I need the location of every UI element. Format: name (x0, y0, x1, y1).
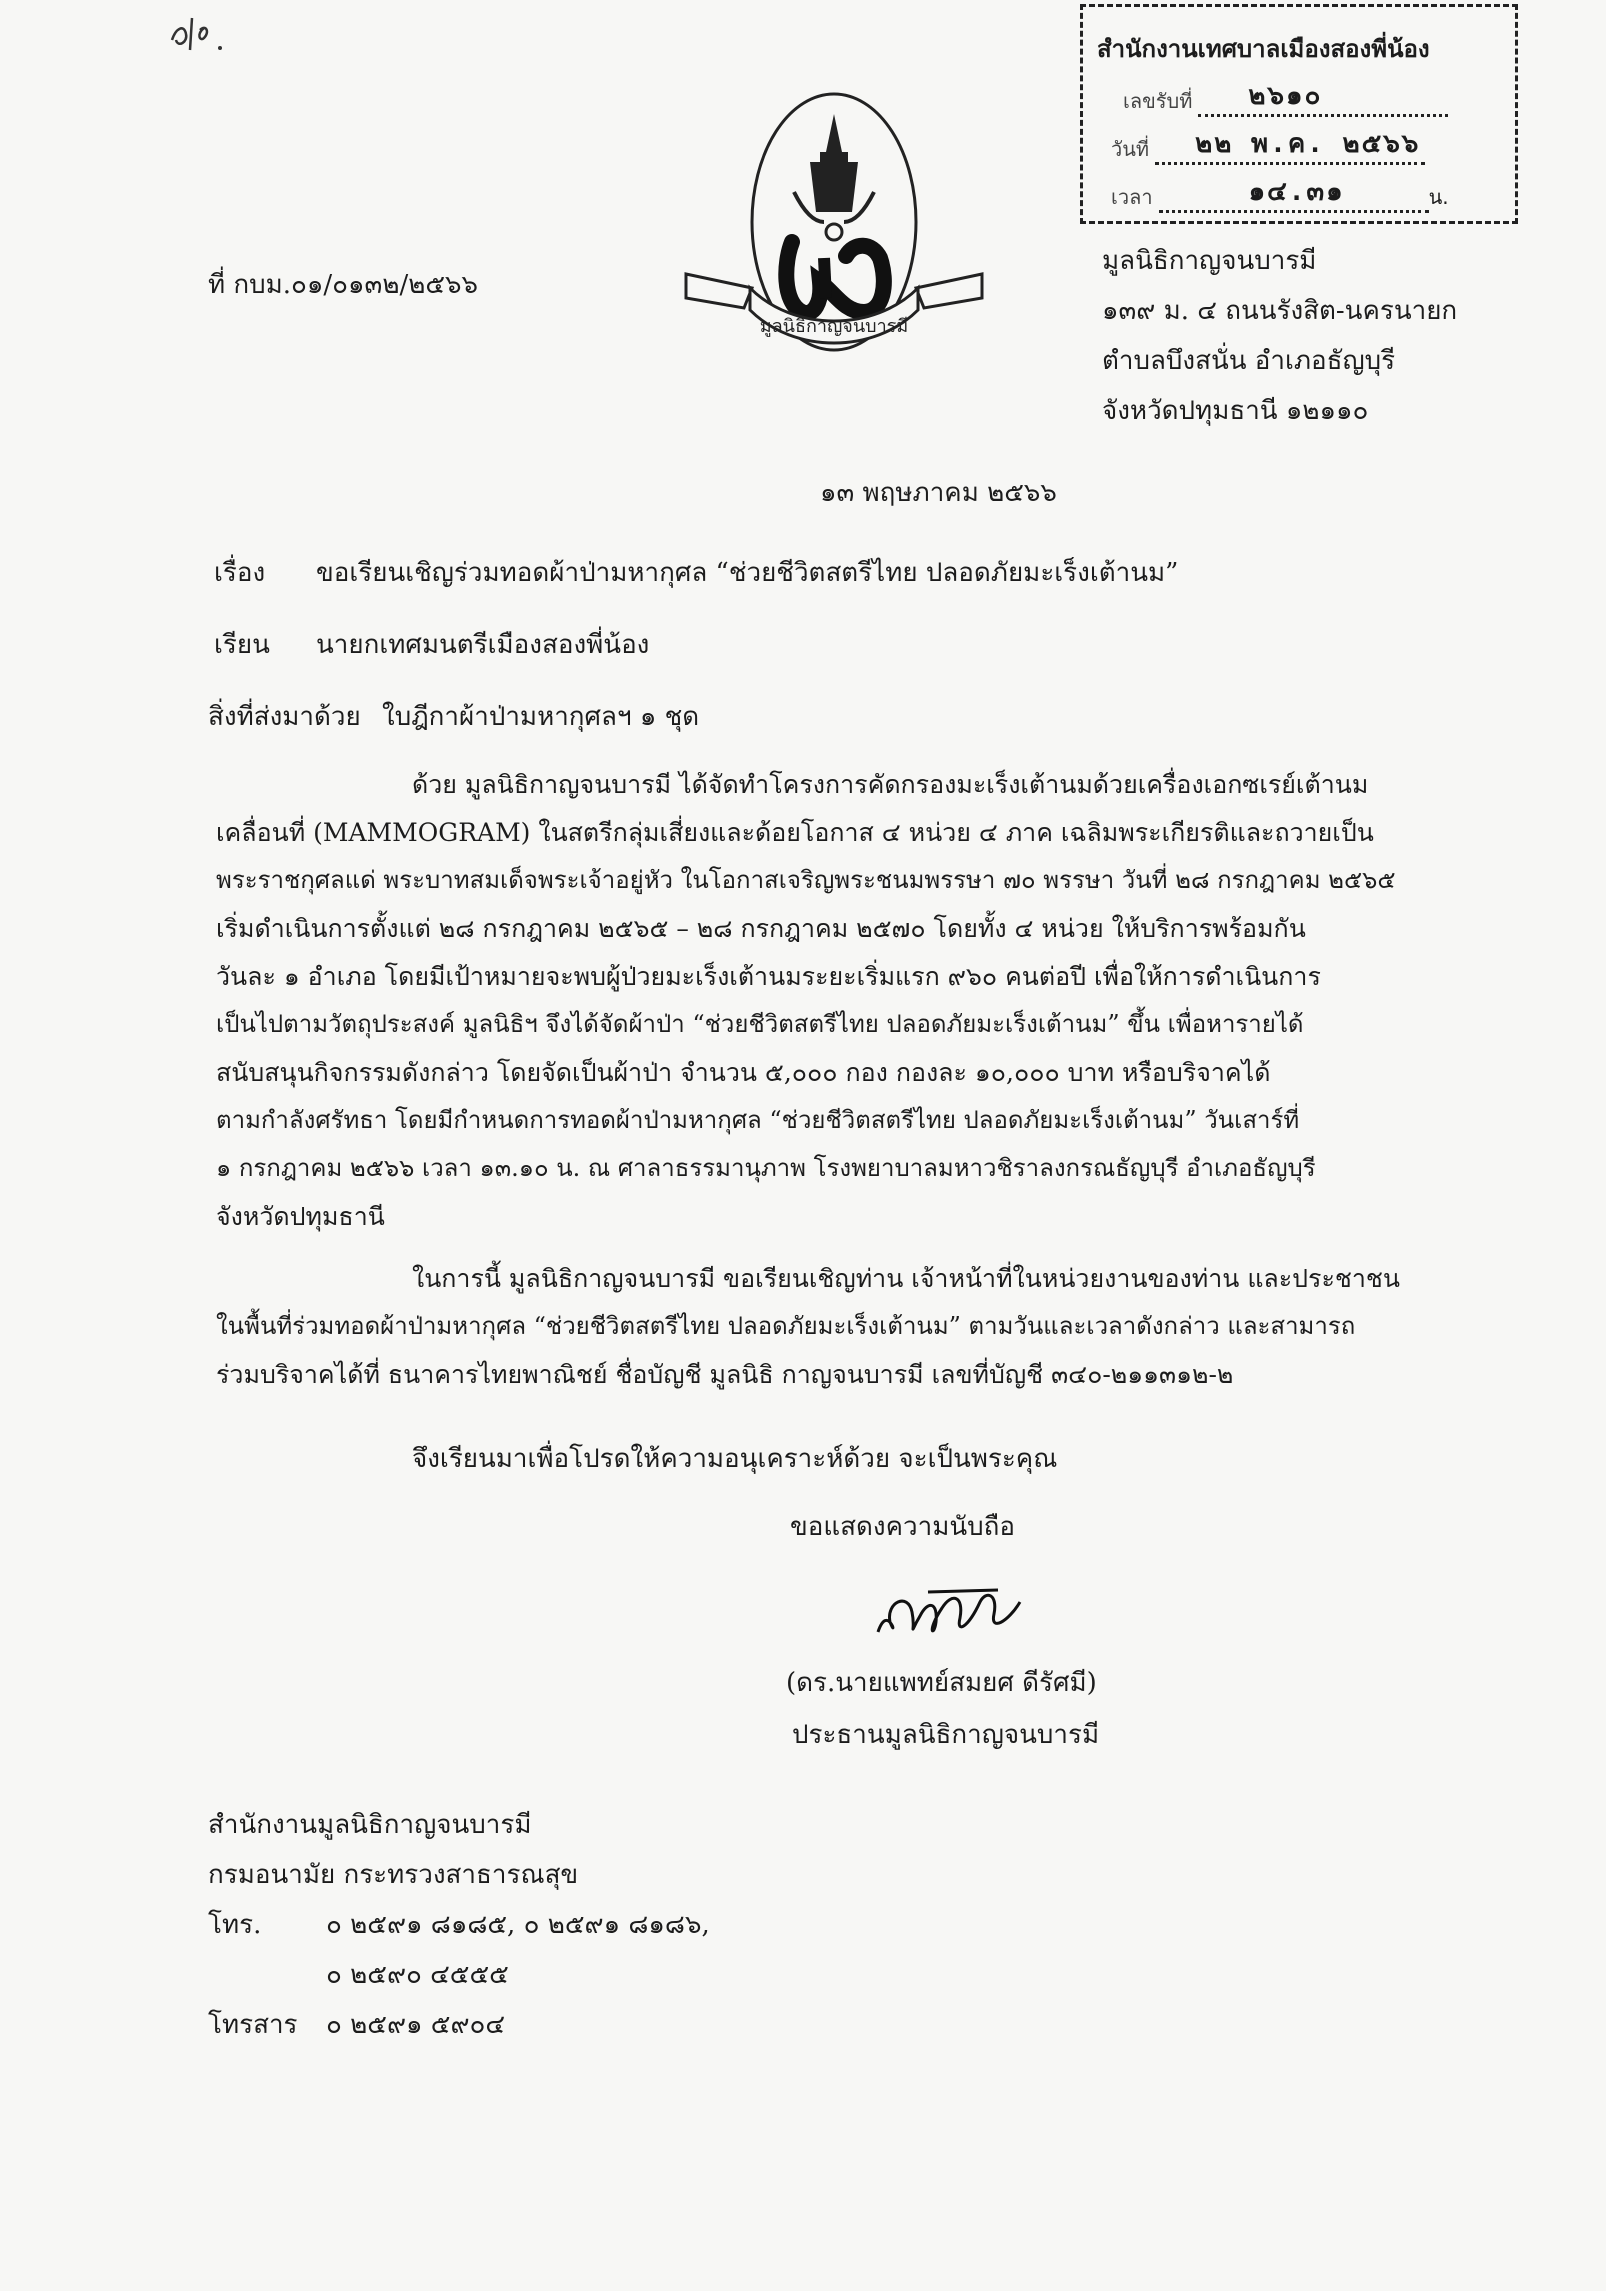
doc-number: ที่ กบม.๐๑/๐๑๓๒/๒๕๖๖ (208, 270, 479, 300)
footer-dept: กรมอนามัย กระทรวงสาธารณสุข (208, 1860, 579, 1890)
subject-text: ขอเรียนเชิญร่วมทอดผ้าป่ามหากุศล “ช่วยชีวิตสตรีไทย ปลอดภัยมะเร็งเต้านม” (316, 558, 1179, 588)
logo-ribbon-text: มูลนิธิกาญจนบารมี (759, 316, 909, 337)
stamp-org: สำนักงานเทศบาลเมืองสองพี่น้อง (1097, 35, 1430, 63)
p2-line: ในการนี้ มูลนิธิกาญจนบารมี ขอเรียนเชิญท่าน เจ้าหน้าที่ในหน่วยงานของท่าน และประชาชน (412, 1264, 1400, 1293)
stamp-time-unit: น. (1428, 185, 1449, 209)
footer-office: สำนักงานมูลนิธิกาญจนบารมี (208, 1810, 532, 1840)
stamp-time-label: เวลา (1111, 185, 1153, 209)
footer-tel-1: ๐ ๒๕๙๑ ๘๑๘๕, ๐ ๒๕๙๑ ๘๑๘๖, (326, 1910, 710, 1940)
enclosure-text: ใบฎีกาผ้าป่ามหากุศลฯ ๑ ชุด (382, 702, 700, 732)
enclosure-label: สิ่งที่ส่งมาด้วย (208, 702, 361, 732)
sender-address-2: ตำบลบึงสนั่น อำเภอธัญบุรี (1102, 346, 1396, 376)
closing-line: จึงเรียนมาเพื่อโปรดให้ความอนุเคราะห์ด้วย จะเป็นพระคุณ (412, 1444, 1058, 1474)
p1-line: ด้วย มูลนิธิกาญจนบารมี ได้จัดทำโครงการคัดกรองมะเร็งเต้านมด้วยเครื่องเอกซเรย์เต้านม (412, 770, 1369, 799)
stamp-date-row (1111, 129, 1501, 165)
p1-line: ๑ กรกฎาคม ๒๕๖๖ เวลา ๑๓.๑๐ น. ณ ศาลาธรรมานุภาพ โรงพยาบาลมหาวชิราลงกรณธัญบุรี อำเภอธัญบุรี (216, 1154, 1316, 1182)
foundation-crest-icon (674, 62, 994, 392)
stamp-receive-row (1123, 81, 1513, 117)
signature (868, 1572, 1038, 1652)
footer-tel-2: ๐ ๒๕๙๐ ๔๕๕๕ (326, 1960, 509, 1990)
footer-fax: ๐ ๒๕๙๑ ๕๙๐๔ (326, 2010, 506, 2040)
sender-address-1: ๑๓๙ ม. ๔ ถนนรังสิต-นครนายก (1102, 296, 1458, 326)
p1-line: วันละ ๑ อำเภอ โดยมีเป้าหมายจะพบผู้ป่วยมะเร็งเต้านมระยะเริ่มแรก ๙๖๐ คนต่อปี เพื่อให้การดำเนินการ (216, 962, 1321, 991)
letter-date: ๑๓ พฤษภาคม ๒๕๖๖ (820, 478, 1057, 508)
p1-line: เริ่มดำเนินการตั้งแต่ ๒๘ กรกฎาคม ๒๕๖๕ – ๒๘ กรกฎาคม ๒๕๗๐ โดยทั้ง ๔ หน่วย ให้บริการพร้อมกัน (216, 914, 1306, 943)
stamp-time: ๑๔.๓๑ (1248, 177, 1345, 207)
p1-line: จังหวัดปทุมธานี (216, 1202, 385, 1231)
sender-address-3: จังหวัดปทุมธานี ๑๒๑๑๐ (1102, 396, 1369, 426)
p1-line: เป็นไปตามวัตถุประสงค์ มูลนิธิฯ จึงได้จัดผ้าป่า “ช่วยชีวิตสตรีไทย ปลอดภัยมะเร็งเต้านม” ขึ้น เพื่อหารายได้ (216, 1010, 1304, 1038)
p1-line: พระราชกุศลแด่ พระบาทสมเด็จพระเจ้าอยู่หัว ในโอกาสเจริญพระชนมพรรษา ๗๐ พรรษา วันที่ ๒๘ กรกฎาคม ๒๕๖๕ (216, 866, 1396, 894)
corner-handwritten-note (166, 10, 236, 60)
footer-tel-label: โทร. (208, 1910, 262, 1940)
subject-label: เรื่อง (214, 558, 266, 588)
stamp-receive-label: เลขรับที่ (1123, 89, 1193, 113)
p1-line: ตามกำลังศรัทธา โดยมีกำหนดการทอดผ้าป่ามหากุศล “ช่วยชีวิตสตรีไทย ปลอดภัยมะเร็งเต้านม” วันเสาร์ที่ (216, 1106, 1300, 1134)
sender-name: มูลนิธิกาญจนบารมี (1102, 246, 1317, 276)
receiving-stamp (1080, 4, 1518, 224)
stamp-receive-no: ๒๖๑๐ (1248, 81, 1323, 111)
footer-fax-label: โทรสาร (208, 2010, 298, 2040)
recipient-label: เรียน (214, 630, 270, 660)
regards: ขอแสดงความนับถือ (790, 1512, 1015, 1542)
stamp-time-row (1111, 177, 1501, 213)
p1-line: สนับสนุนกิจกรรมดังกล่าว โดยจัดเป็นผ้าป่า จำนวน ๕,๐๐๐ กอง กองละ ๑๐,๐๐๐ บาท หรือบริจาคได้ (216, 1058, 1271, 1087)
signer-name: (ดร.นายแพทย์สมยศ ดีรัศมี) (786, 1668, 1097, 1698)
p2-line: ร่วมบริจาคได้ที่ ธนาคารไทยพาณิชย์ ชื่อบัญชี มูลนิธิ กาญจนบารมี เลขที่บัญชี ๓๔๐-๒๑๑๓๑๒-๒ (216, 1360, 1234, 1389)
signer-title: ประธานมูลนิธิกาญจนบารมี (792, 1720, 1100, 1750)
p2-line: ในพื้นที่ร่วมทอดผ้าป่ามหากุศล “ช่วยชีวิตสตรีไทย ปลอดภัยมะเร็งเต้านม” ตามวันและเวลาดังกล่าว และสามารถ (216, 1312, 1356, 1340)
p1-line: เคลื่อนที่ (MAMMOGRAM) ในสตรีกลุ่มเสี่ยงและด้อยโอกาส ๔ หน่วย ๔ ภาค เฉลิมพระเกียรติและถวายเป็น (216, 818, 1374, 847)
recipient-text: นายกเทศมนตรีเมืองสองพี่น้อง (316, 630, 650, 660)
stamp-date: ๒๒ พ.ค. ๒๕๖๖ (1195, 129, 1421, 159)
stamp-date-label: วันที่ (1111, 137, 1150, 161)
